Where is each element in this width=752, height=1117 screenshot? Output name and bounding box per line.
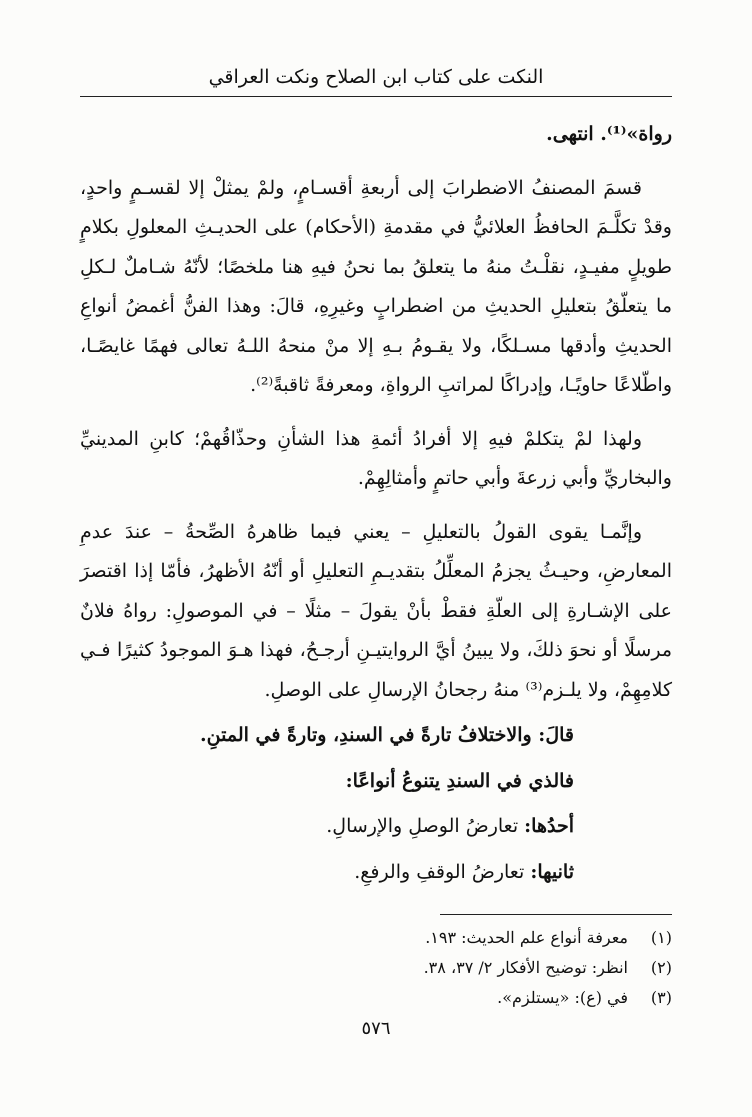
running-header: النكت على كتاب ابن الصلاح ونكت العراقي	[208, 66, 544, 88]
paragraph-2: ولهذا لمْ يتكلمْ فيهِ إلا أفرادُ أئمةِ هذا الشأنِ وحذّاقُهمْ؛ كابنِ المدينيِّ والبخاريِّ وأبي زرعةَ وأبي حاتمٍ وأمثالِهِمْ.	[80, 427, 672, 489]
footnotes	[80, 923, 672, 1013]
quote-line: قالَ: والاختلافُ تارةً في السندِ، وتارةً في المتنِ.	[200, 724, 574, 746]
type-1-text: تعارضُ الوصلِ والإرسالِ.	[326, 815, 519, 837]
footnote-rule	[440, 914, 672, 915]
footnote	[80, 923, 672, 953]
type-1-label: أحدُها:	[524, 815, 574, 837]
type-2	[80, 853, 672, 893]
footnote-text: معرفة أنواع علم الحديث: ١٩٣.	[425, 928, 628, 947]
footnote-number: (١)	[650, 928, 672, 947]
footnote-number: (٣)	[650, 988, 672, 1007]
footnote-number: (٢)	[650, 958, 672, 977]
type-2-text: تعارضُ الوقفِ والرفعِ.	[354, 860, 525, 883]
footnote	[80, 953, 672, 983]
paragraph-1: قسمَ المصنفُ الاضطرابَ إلى أربعةِ أقسـامٍ، ولمْ يمثلْ إلا لقسـمٍ واحدٍ، وقدْ تكلَّـمَ الحافظُ العلائيُّ في مقدمةِ (الأحكام) على الحديـثِ المعلولِ بكلامٍ طويلٍ مفيـدٍ، نقلْـتُ منهُ ما يتعلقُ بما نحنُ فيهِ هنا ملخصًا؛ لأنّهُ شـاملٌ لـكلِ ما يتعلّقُ بتعليلِ الحديثِ من اضطرابٍ وغيرِهِ، قالَ: وهذا الفنُّ أغمضُ أنواعِ الحديثِ وأدقها مسـلكًا، ولا يقـومُ بـهِ إلا منْ منحهُ اللـهُ تعالى فهمًا غايصًـا، واطّلاعًا حاويًـا، وإدراكًا لمراتبِ الرواةِ، ومعرفةً ثاقبةً⁽²⁾.	[80, 176, 672, 396]
page-number: ٥٧٦	[361, 1018, 391, 1039]
header-rule	[80, 96, 672, 97]
body-text	[80, 115, 672, 892]
footnote-text: في (ع): «يستلزم».	[497, 988, 628, 1007]
types-heading: فالذي في السندِ يتنوعُ أنواعًا:	[345, 769, 574, 792]
continuation-line: رواة»⁽¹⁾. انتهى.	[546, 123, 672, 145]
footnote	[80, 983, 672, 1013]
type-2-label: ثانيها:	[530, 860, 574, 883]
type-1	[80, 807, 672, 847]
footnote-text: انظر: توضيح الأفكار ٢/ ٣٧، ٣٨.	[423, 958, 628, 977]
paragraph-3: وإنَّمـا يقوى القولُ بالتعليلِ – يعني فيما ظاهرهُ الصِّحةُ – عندَ عدمِ المعارضِ، وحيـثُ يجزمُ المعلِّلُ بتقديـمِ التعليلِ أو أنّهُ الأظهرُ، فأمّا إذا اقتصرَ على الإشـارةِ إلى العلّةِ فقطْ بأنْ يقولَ – مثلًا – في الموصولِ: رواهُ فلانٌ مرسلًا أو نحوَ ذلكَ، ولا يبينُ أيَّ الروايتيـنِ أرجـحُ، فهذا هـوَ الموجودُ كثيرًا فـي كلامِهِمْ، ولا يلـزم⁽³⁾ منهُ رجحانُ الإرسالِ على الوصلِ.	[80, 520, 672, 701]
book-page	[80, 62, 672, 1062]
